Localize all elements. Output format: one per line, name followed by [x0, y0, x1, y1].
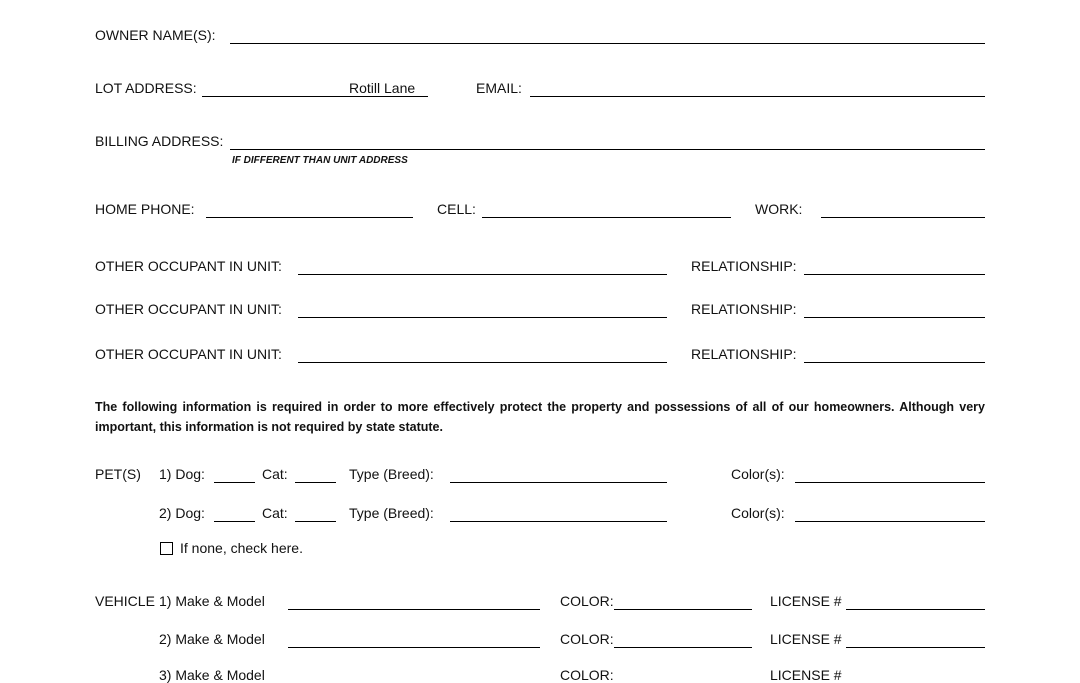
home-phone-field[interactable]: [206, 217, 413, 218]
vehicle-color-label: COLOR:: [560, 667, 614, 683]
vehicle-license-field[interactable]: [846, 609, 985, 610]
vehicle-license-label: LICENSE #: [770, 631, 842, 647]
occupant-field[interactable]: [298, 274, 667, 275]
email-label: EMAIL:: [476, 80, 522, 96]
pet-type-field[interactable]: [450, 482, 667, 483]
home-phone-label: HOME PHONE:: [95, 201, 195, 217]
vehicle-make-label: 1) Make & Model: [159, 593, 265, 609]
vehicle-make-label: 3) Make & Model: [159, 667, 265, 683]
pet-dog-field[interactable]: [214, 482, 255, 483]
pet-type-label: Type (Breed):: [349, 466, 434, 482]
pet-color-field[interactable]: [795, 521, 985, 522]
cut-off-heading: [95, 0, 695, 2]
vehicle-color-label: COLOR:: [560, 631, 614, 647]
no-pets-label: If none, check here.: [180, 540, 303, 556]
relationship-label: RELATIONSHIP:: [691, 346, 797, 362]
vehicle-license-label: LICENSE #: [770, 667, 842, 683]
relationship-field[interactable]: [804, 362, 985, 363]
relationship-label: RELATIONSHIP:: [691, 301, 797, 317]
vehicle-make-label: 2) Make & Model: [159, 631, 265, 647]
vehicle-make-field[interactable]: [288, 609, 540, 610]
pet-cat-field[interactable]: [295, 521, 336, 522]
cell-field[interactable]: [482, 217, 731, 218]
pet-dog-label: 2) Dog:: [159, 505, 205, 521]
cell-label: CELL:: [437, 201, 476, 217]
vehicle-label: VEHICLE: [95, 593, 155, 609]
occupant-field[interactable]: [298, 317, 667, 318]
relationship-label: RELATIONSHIP:: [691, 258, 797, 274]
occupant-field[interactable]: [298, 362, 667, 363]
pet-cat-label: Cat:: [262, 505, 288, 521]
owner-name-field[interactable]: [230, 43, 985, 44]
vehicle-license-label: LICENSE #: [770, 593, 842, 609]
vehicle-license-field[interactable]: [846, 647, 985, 648]
pets-label: PET(S): [95, 466, 141, 482]
work-label: WORK:: [755, 201, 803, 217]
pet-color-label: Color(s):: [731, 466, 785, 482]
work-field[interactable]: [821, 217, 985, 218]
billing-note: IF DIFFERENT THAN UNIT ADDRESS: [232, 155, 408, 166]
vehicle-color-label: COLOR:: [560, 593, 614, 609]
pet-type-field[interactable]: [450, 521, 667, 522]
relationship-field[interactable]: [804, 274, 985, 275]
lot-address-label: LOT ADDRESS:: [95, 80, 197, 96]
pet-color-label: Color(s):: [731, 505, 785, 521]
occupant-label: OTHER OCCUPANT IN UNIT:: [95, 301, 282, 317]
pet-type-label: Type (Breed):: [349, 505, 434, 521]
pet-cat-label: Cat:: [262, 466, 288, 482]
vehicle-make-field[interactable]: [288, 647, 540, 648]
info-paragraph: The following information is required in order to more effectively protect the property and possessions of all of our homeowners. Although very important, this information is not required by state statute.: [95, 400, 985, 434]
pet-cat-field[interactable]: [295, 482, 336, 483]
pet-dog-field[interactable]: [214, 521, 255, 522]
pet-dog-label: 1) Dog:: [159, 466, 205, 482]
billing-address-field[interactable]: [230, 149, 985, 150]
email-field[interactable]: [530, 96, 985, 97]
owner-name-label: OWNER NAME(S):: [95, 27, 216, 43]
lot-address-field[interactable]: [202, 96, 428, 97]
pet-color-field[interactable]: [795, 482, 985, 483]
vehicle-color-field[interactable]: [614, 609, 752, 610]
billing-address-label: BILLING ADDRESS:: [95, 133, 224, 149]
occupant-label: OTHER OCCUPANT IN UNIT:: [95, 258, 282, 274]
no-pets-checkbox[interactable]: [160, 542, 173, 555]
lot-address-value: Rotill Lane: [349, 80, 416, 96]
vehicle-color-field[interactable]: [614, 647, 752, 648]
relationship-field[interactable]: [804, 317, 985, 318]
occupant-label: OTHER OCCUPANT IN UNIT:: [95, 346, 282, 362]
